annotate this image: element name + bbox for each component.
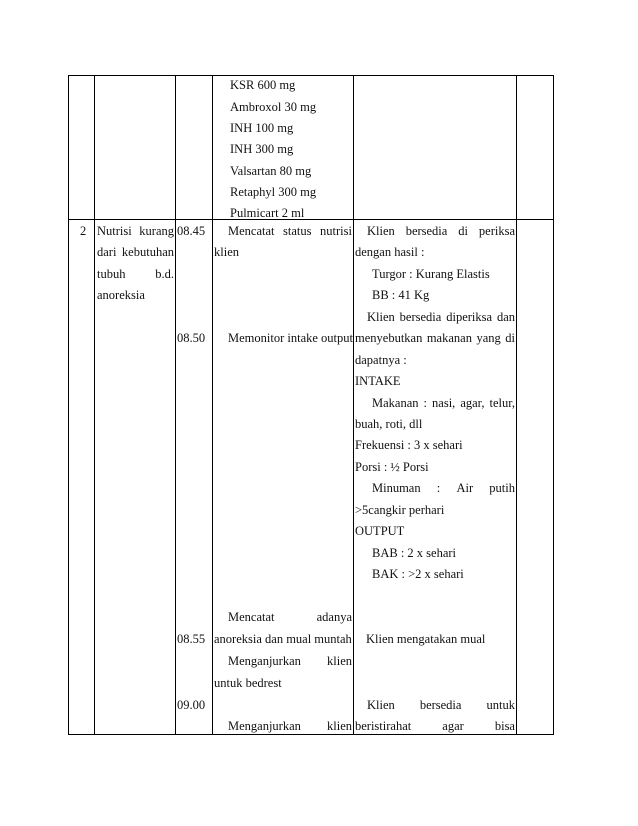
action-line [228, 224, 352, 239]
medication-item: INH 300 mg [230, 142, 294, 156]
time-cell: 08.45 [177, 224, 206, 238]
evaluation-line: BAB : 2 x sehari [372, 546, 457, 560]
evaluation-line [367, 310, 515, 325]
action-word: status [283, 224, 312, 238]
evaluation-line: INTAKE [355, 374, 401, 388]
diagnosis-word: dari [97, 245, 117, 259]
medication-item: Pulmicart 2 ml [230, 206, 305, 220]
row-number: 2 [80, 224, 87, 238]
table-bottom-border [68, 734, 554, 735]
diagnosis-word: b.d. [155, 267, 174, 281]
action-line [228, 610, 352, 625]
evaluation-word: Klien [367, 224, 395, 238]
evaluation-line: buah, roti, dll [355, 417, 423, 431]
evaluation-word: : [423, 396, 428, 410]
action-line: Memonitor intake output [228, 331, 353, 345]
col-border-left [68, 75, 69, 735]
action-line: klien [214, 245, 239, 259]
evaluation-line [372, 396, 515, 411]
action-line: untuk bedrest [214, 676, 282, 690]
evaluation-word: bersedia [419, 698, 462, 712]
evaluation-line: dengan hasil : [355, 245, 425, 259]
diagnosis-word: kebutuhan [121, 245, 174, 259]
evaluation-word: menyebutkan [355, 331, 423, 345]
action-word: Mencatat [228, 610, 275, 624]
evaluation-line: BB : 41 Kg [372, 288, 430, 302]
diagnosis-word: Nutrisi [97, 224, 132, 238]
col-border-2 [175, 75, 176, 735]
evaluation-word: untuk [486, 698, 515, 712]
diagnosis-word: kurang [139, 224, 174, 238]
evaluation-word: dan [496, 310, 515, 324]
medication-item: Valsartan 80 mg [230, 164, 312, 178]
evaluation-line [367, 698, 515, 713]
evaluation-word: Air [456, 481, 474, 495]
evaluation-line: >5cangkir perhari [355, 503, 445, 517]
evaluation-word: bersedia [399, 310, 442, 324]
evaluation-word: agar [442, 719, 464, 733]
action-word: Menganjurkan [228, 719, 301, 733]
time-cell: 08.50 [177, 331, 206, 345]
time-cell: 08.55 [177, 632, 206, 646]
diagnosis-word: tubuh [97, 267, 126, 281]
evaluation-line [355, 331, 515, 346]
evaluation-line: dapatnya : [355, 353, 407, 367]
time-cell: 09.00 [177, 698, 206, 712]
evaluation-word: agar, [460, 396, 485, 410]
evaluation-word: : [436, 481, 441, 495]
col-border-5 [516, 75, 517, 735]
evaluation-word: Klien [367, 310, 395, 324]
action-word: nutrisi [320, 224, 352, 238]
action-word: adanya [316, 610, 352, 624]
col-border-3 [212, 75, 213, 735]
medication-item: Ambroxol 30 mg [230, 100, 317, 114]
action-word: klien [327, 654, 352, 668]
evaluation-word: periksa [478, 224, 515, 238]
action-word: Menganjurkan [228, 654, 301, 668]
action-word: klien [327, 719, 352, 733]
col-border-4 [353, 75, 354, 735]
evaluation-line [372, 481, 515, 496]
evaluation-word: Minuman [372, 481, 421, 495]
evaluation-line [367, 224, 515, 239]
evaluation-line [355, 719, 515, 734]
medication-item: KSR 600 mg [230, 78, 296, 92]
medication-item: Retaphyl 300 mg [230, 185, 317, 199]
evaluation-word: bisa [494, 719, 515, 733]
diagnosis-line [97, 267, 174, 282]
evaluation-line: Porsi : ½ Porsi [355, 460, 429, 474]
evaluation-word: Klien [367, 698, 395, 712]
evaluation-word: di [458, 224, 468, 238]
evaluation-word: putih [489, 481, 515, 495]
action-word: Mencatat [228, 224, 275, 238]
evaluation-word: Makanan [372, 396, 419, 410]
medication-item: INH 100 mg [230, 121, 294, 135]
evaluation-line: OUTPUT [355, 524, 405, 538]
evaluation-line: BAK : >2 x sehari [372, 567, 464, 581]
evaluation-word: beristirahat [355, 719, 412, 733]
evaluation-line: Turgor : Kurang Elastis [372, 267, 490, 281]
diagnosis-line [97, 224, 174, 239]
evaluation-word: telur, [489, 396, 515, 410]
evaluation-line: Klien mengatakan mual [366, 632, 486, 646]
action-line: anoreksia dan mual muntah [214, 632, 352, 646]
table-top-border [68, 75, 554, 76]
evaluation-word: nasi, [432, 396, 456, 410]
evaluation-line: Frekuensi : 3 x sehari [355, 438, 463, 452]
col-border-right [553, 75, 554, 735]
evaluation-word: diperiksa [446, 310, 493, 324]
row-divider [68, 219, 554, 220]
col-border-1 [94, 75, 95, 735]
evaluation-word: bersedia [405, 224, 448, 238]
diagnosis-line [97, 245, 174, 260]
action-line [228, 719, 352, 734]
diagnosis-line: anoreksia [97, 288, 145, 302]
evaluation-word: yang [476, 331, 501, 345]
evaluation-word: makanan [426, 331, 472, 345]
action-line [228, 654, 352, 669]
evaluation-word: di [505, 331, 515, 345]
